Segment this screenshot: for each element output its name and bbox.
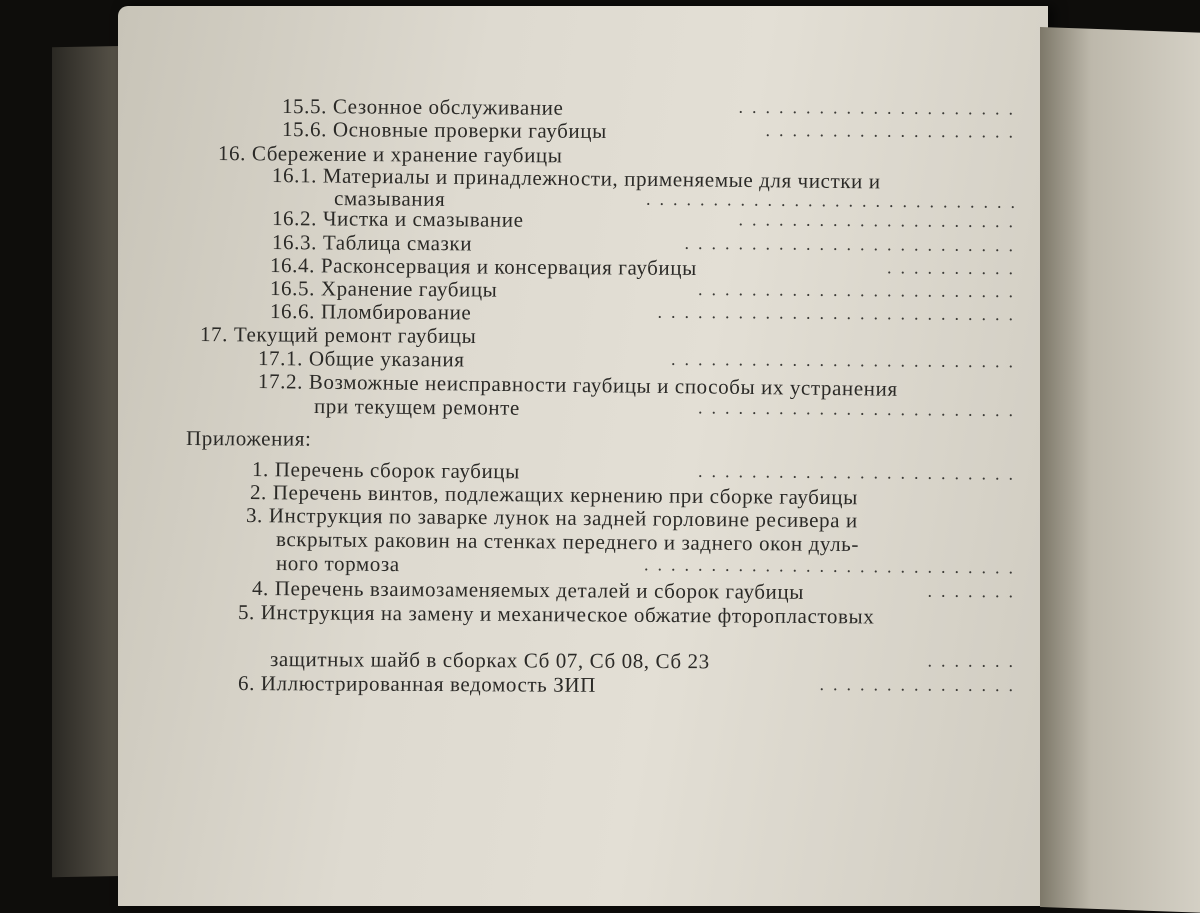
- toc-entry-16-4: 16.4. Расконсервация и консервация гаубицы ..........: [270, 253, 1022, 283]
- toc-entry-title: Общие указания: [308, 346, 465, 372]
- toc-entry-16-6: 16.6. Пломбирование ...........................: [270, 299, 1022, 329]
- toc-entry-16-5: 16.5. Хранение гаубицы ........................: [270, 276, 1022, 306]
- toc-entry-title: вскрытых раковин на стенках переднего и заднего окон дуль-: [275, 527, 860, 557]
- toc-entry-title: Хранение гаубицы: [320, 276, 498, 302]
- leader-dots: ...............: [819, 674, 1023, 696]
- appendix-entry-2: 2. Перечень винтов, подлежащих кернению при сборке гаубицы: [249, 480, 859, 510]
- leader-dots: .....................: [738, 96, 1023, 119]
- leader-dots: ..........: [886, 257, 1023, 279]
- appendix-entry-1: 1. Перечень сборок гаубицы ........................: [252, 457, 1022, 489]
- toc-entry-16-3: 16.3. Таблица смазки .........................: [272, 230, 1022, 260]
- leader-dots: ........................: [697, 397, 1023, 421]
- toc-entry-title: Возможные неисправности гаубицы и способы их устранения: [308, 369, 898, 401]
- toc-entry-title: Пломбирование: [320, 299, 472, 325]
- toc-entry-16: 16. Сбережение и хранение гаубицы: [217, 141, 563, 168]
- toc-entry-title: при текущем ремонте: [313, 394, 521, 420]
- leader-dots: ............................: [643, 554, 1023, 578]
- toc-entry-title: Материалы и принадлежности, применяемые для чистки и: [322, 163, 881, 194]
- toc-entry-title: Чистка и смазывание: [322, 206, 524, 232]
- appendix-entry-3: 3. Инструкция по заварке лунок на задней горловине ресивера и: [245, 503, 858, 533]
- appendix-entry-6: 6. Иллюстрированная ведомость ЗИП ...............: [238, 671, 1022, 700]
- toc-entry-title: Перечень сборок гаубицы: [274, 457, 521, 484]
- toc-entry-title: Сбережение и хранение гаубицы: [251, 141, 563, 168]
- leader-dots: ...........................: [657, 301, 1023, 325]
- toc-entry-title: Таблица смазки: [322, 230, 473, 256]
- appendix-heading: Приложения:: [185, 426, 312, 451]
- toc-entry-title: Инструкция на замену и механическое обжатие фторопластовых: [260, 600, 875, 629]
- leader-dots: ...................: [765, 119, 1023, 142]
- toc-entry-15-6: 15.6. Основные проверки гаубицы ...................: [282, 117, 1022, 147]
- toc-entry-title: Перечень винтов, подлежащих кернению при сборке гаубицы: [272, 480, 859, 510]
- toc-entry-title: защитных шайб в сборках Сб 07, Сб 08, Сб 23: [269, 647, 710, 674]
- toc-entry-title: смазывания: [333, 186, 446, 211]
- toc-entry-title: Сезонное обслуживание: [332, 94, 564, 120]
- toc-entry-17: 17. Текущий ремонт гаубицы: [199, 322, 477, 348]
- leader-dots: ........................: [697, 278, 1023, 302]
- toc-entry-15-5: 15.5. Сезонное обслуживание .....................: [282, 94, 1022, 124]
- leader-dots: .......: [927, 580, 1023, 602]
- toc-entry-title: Иллюстрированная ведомость ЗИП: [260, 671, 596, 697]
- toc-entry-17-1: 17.1. Общие указания ..........................: [258, 346, 1022, 376]
- toc-entry-17-2-cont: [314, 394, 1022, 425]
- toc-entry-title: Перечень взаимозаменяемых деталей и сборок гаубицы: [274, 576, 805, 604]
- toc-entry-title: Расконсервация и консервация гаубицы: [320, 253, 697, 280]
- leader-dots: .........................: [684, 232, 1023, 256]
- toc-entry-17-2: 17.2. Возможные неисправности гаубицы и способы их устранения: [257, 369, 898, 401]
- toc-entry-16-1: 16.1. Материалы и принадлежности, применяемые для чистки и: [271, 163, 881, 194]
- leader-dots: .......: [927, 650, 1023, 671]
- leader-dots: ............................: [645, 188, 1025, 213]
- toc-entry-title: ного тормоза: [275, 551, 400, 577]
- appendix-entry-4: 4. Перечень взаимозаменяемых деталей и сборок гаубицы .......: [252, 576, 1022, 606]
- toc-entry-title: Инструкция по заварке лунок на задней горловине ресивера и: [268, 503, 858, 533]
- leader-dots: ........................: [697, 460, 1023, 484]
- toc-entry-16-2: 16.2. Чистка и смазывание .....................: [272, 206, 1022, 236]
- appendix-entry-5: 5. Инструкция на замену и механическое обжатие фторопластовых: [237, 600, 875, 629]
- leader-dots: .....................: [738, 209, 1023, 232]
- toc-entry-title: Основные проверки гаубицы: [332, 117, 607, 143]
- leader-dots: ..........................: [670, 348, 1023, 372]
- toc-entry-title: Текущий ремонт гаубицы: [233, 322, 477, 348]
